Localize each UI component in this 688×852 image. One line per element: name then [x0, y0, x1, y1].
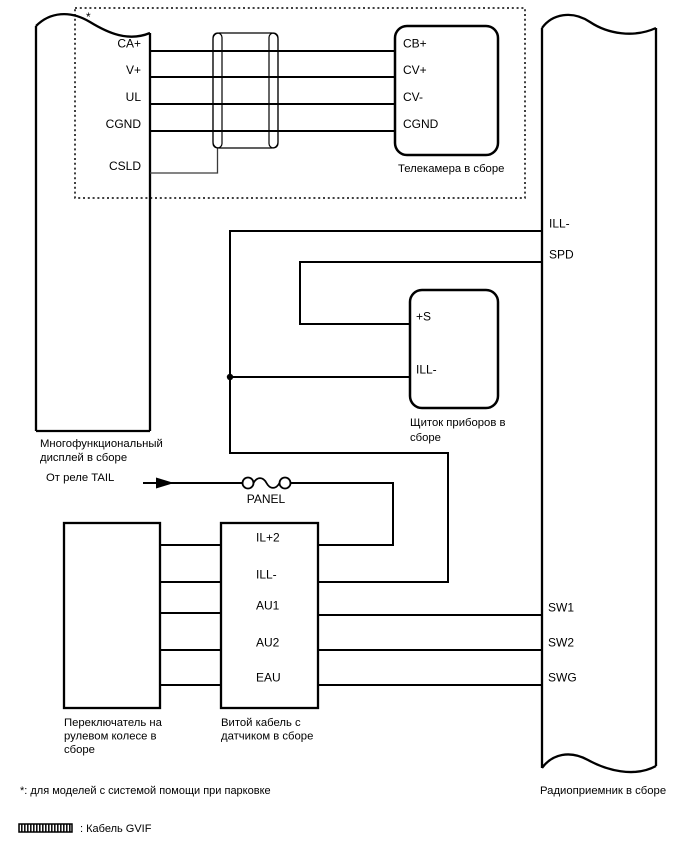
spiral-pin-il2: IL+2	[256, 530, 280, 545]
display-pin-v: V+	[125, 63, 141, 77]
instrument-cluster-outline	[410, 290, 498, 408]
spiral-pin-eau: EAU	[256, 670, 281, 685]
steering-spiral-links	[160, 545, 221, 685]
legend-gvif-cable	[19, 823, 152, 835]
tail-relay-feed	[46, 472, 393, 545]
footnote: *: для моделей с системой помощи при парковке	[20, 785, 271, 797]
radio-label: Радиоприемник в сборе	[540, 785, 667, 797]
cluster-pin-ill: ILL-	[416, 362, 437, 377]
display-pin-csld: CSLD	[108, 159, 141, 173]
junction-dot	[227, 374, 233, 380]
wire-tail-right	[291, 483, 394, 545]
gvif-wires	[150, 51, 395, 173]
gvif-cable-swatch	[19, 824, 72, 832]
display-pin-ca: CA+	[117, 36, 141, 51]
direction-arrow	[156, 478, 174, 489]
radio-pin-ill: ILL-	[549, 216, 570, 231]
radio-pin-sw2: SW2	[548, 635, 575, 650]
camera-label: Телекамера в сборе	[398, 163, 505, 175]
radio-pin-swg: SWG	[548, 670, 577, 685]
camera-pin-cb: CB+	[403, 36, 427, 51]
camera-pin-cvp: CV+	[403, 63, 427, 77]
signal-wires	[227, 231, 542, 582]
wire-csld-shield-drain	[150, 148, 218, 173]
radio-pin-spd: SPD	[549, 247, 574, 262]
spiral-pin-au2: AU2	[256, 635, 280, 650]
camera-pin-cgnd: CGND	[403, 117, 439, 131]
radio-pin-sw1: SW1	[548, 600, 575, 615]
sw-wires	[318, 615, 542, 685]
cluster-label-line2: сборе	[410, 432, 441, 444]
cluster-pin-s: +S	[416, 309, 432, 324]
display-pin-ul: UL	[125, 90, 141, 104]
legend-label: : Кабель GVIF	[80, 823, 152, 835]
spiral-label-line1: Витой кабель с	[221, 717, 301, 729]
spiral-pin-au1: AU1	[256, 598, 280, 613]
fuse-terminal-right	[280, 478, 291, 489]
asterisk-mark: *	[86, 10, 91, 24]
display-pin-cgnd: CGND	[105, 117, 141, 131]
steering-switch-outline	[64, 523, 160, 708]
steering-label-line1: Переключатель на	[64, 717, 162, 729]
radio-receiver-outline	[542, 15, 656, 772]
camera-pin-cvm: CV-	[403, 90, 424, 104]
fuse-label: PANEL	[246, 492, 286, 506]
steering-label-line3: сборе	[64, 744, 95, 756]
spiral-label-line2: датчиком в сборе	[221, 730, 314, 743]
wire-ill-trunk	[230, 231, 542, 582]
steering-label-line2: рулевом колесе в	[64, 730, 157, 743]
tail-relay-label: От реле TAIL	[46, 472, 115, 484]
spiral-pin-ill: ILL-	[256, 567, 277, 582]
cluster-label-line1: Щиток приборов в	[410, 417, 506, 429]
fuse-terminal-left	[243, 478, 254, 489]
display-label-line1: Многофункциональный	[40, 438, 163, 450]
fuse-wave	[254, 478, 280, 488]
display-label-line2: дисплей в сборе	[40, 452, 128, 464]
